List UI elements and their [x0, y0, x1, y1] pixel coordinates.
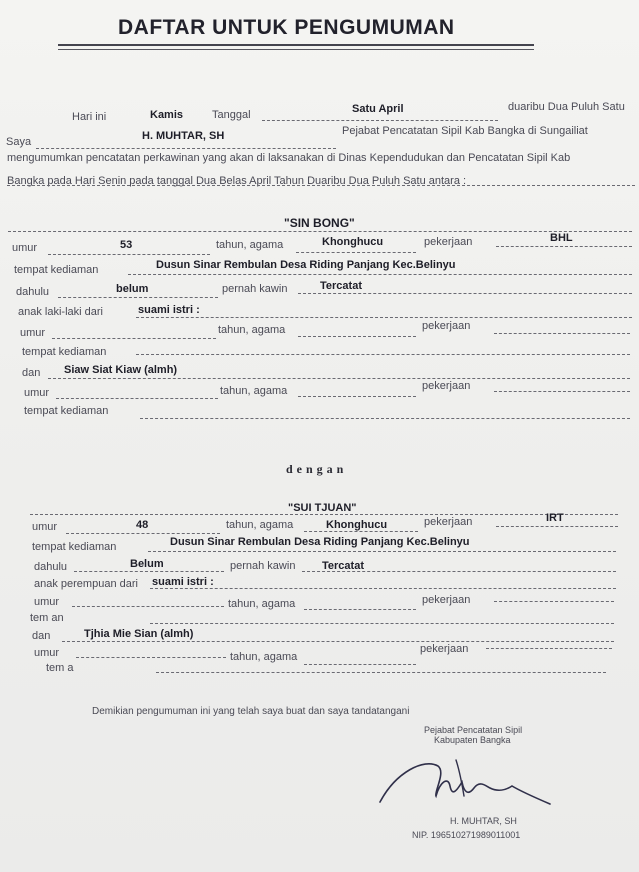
bride-dahulu-label: dahulu — [34, 561, 68, 573]
signer-jabatan-2: Kabupaten Bangka — [434, 735, 511, 745]
bride-pekerjaan-line — [496, 526, 618, 527]
groom-ayah-agama-line — [298, 336, 416, 337]
bride-dahulu-line — [74, 571, 224, 572]
bride-ayah-tempat-line — [150, 623, 614, 624]
groom-anak-line — [136, 317, 632, 318]
bride-tempat-line — [148, 551, 616, 552]
groom-anak-label: anak laki-laki dari — [18, 306, 103, 318]
bride-ayah-agama-line — [304, 609, 416, 610]
tanggal-value: Satu April — [352, 103, 404, 115]
groom-umur-line — [48, 254, 210, 255]
bride-tempat-label: tempat kediaman — [32, 541, 117, 553]
groom-ibu-pekerjaan-line — [494, 391, 630, 392]
bride-umur-line — [66, 533, 220, 534]
groom-dahulu-label: dahulu — [16, 286, 50, 298]
groom-name: "SIN BONG" — [284, 216, 355, 230]
groom-dahulu: belum — [116, 283, 149, 295]
groom-ayah-pekerjaan-line — [494, 333, 630, 334]
intro-line-2-underline — [7, 185, 635, 186]
bride-ibu-line — [62, 641, 614, 642]
groom-ayah-tempat-label: tempat kediaman — [22, 346, 107, 358]
bride-ibu-tempat-label: tem a — [46, 662, 74, 674]
bride-ibu-umur-line — [76, 657, 226, 658]
groom-ayah-umur-line — [52, 338, 216, 339]
bride-ibu-agama-line — [304, 664, 416, 665]
groom-agama-line — [296, 252, 416, 253]
dengan-separator: dengan — [286, 462, 348, 476]
groom-tempat: Dusun Sinar Rembulan Desa Riding Panjang Kec.Belinyu — [156, 259, 456, 271]
groom-pekerjaan: BHL — [550, 232, 573, 244]
bride-dan-label: dan — [32, 630, 51, 642]
bride-ibu-umur-label: umur — [34, 647, 60, 659]
bride-tahun-agama-label: tahun, agama — [226, 519, 294, 531]
title-underline — [58, 44, 534, 46]
groom-anak-dari: suami istri : — [138, 304, 200, 316]
bride-ayah-pekerjaan-label: pekerjaan — [422, 594, 471, 606]
signer-name: H. MUHTAR, SH — [450, 816, 517, 826]
groom-agama: Khonghucu — [322, 236, 384, 248]
bride-umur: 48 — [136, 519, 149, 531]
pejabat-jabatan: Pejabat Pencatatan Sipil Kab Bangka di Sungailiat — [342, 125, 588, 137]
closing-text: Demikian pengumuman ini yang telah saya buat dan saya tandatangani — [92, 706, 410, 717]
groom-ibu-tahun-agama-label: tahun, agama — [220, 385, 288, 397]
bride-anak-line — [150, 588, 616, 589]
tanggal-line — [262, 120, 498, 121]
bride-dahulu: Belum — [130, 558, 164, 570]
groom-ibu-tempat-label: tempat kediaman — [24, 405, 109, 417]
bride-umur-label: umur — [32, 521, 58, 533]
bride-ayah-umur-label: umur — [34, 596, 60, 608]
groom-ayah-umur-label: umur — [20, 327, 46, 339]
groom-ibu-agama-line — [298, 396, 416, 397]
groom-dan-label: dan — [22, 367, 41, 379]
groom-umur: 53 — [120, 239, 133, 251]
hari-label: Hari ini — [72, 111, 107, 123]
bride-ibu-tempat-line — [156, 672, 606, 673]
groom-ibu-umur-line — [56, 398, 218, 399]
groom-pernah-kawin-label: pernah kawin — [222, 283, 288, 295]
bride-ayah-pekerjaan-line — [494, 601, 614, 602]
groom-status-line — [298, 293, 632, 294]
bride-ibu-pekerjaan-label: pekerjaan — [420, 643, 469, 655]
document-title: DAFTAR UNTUK PENGUMUMAN — [118, 16, 455, 39]
hari-value: Kamis — [150, 109, 184, 121]
groom-pekerjaan-label: pekerjaan — [424, 236, 473, 248]
pejabat-name: H. MUHTAR, SH — [142, 130, 225, 142]
bride-ibu-tahun-agama-label: tahun, agama — [230, 651, 298, 663]
bride-anak-label: anak perempuan dari — [34, 578, 138, 590]
groom-ibu-line — [48, 378, 630, 379]
bride-ayah-umur-line — [72, 606, 224, 607]
title-underline-thin — [58, 49, 534, 50]
bride-pekerjaan-label: pekerjaan — [424, 516, 473, 528]
groom-pekerjaan-line — [496, 246, 632, 247]
bride-status: Tercatat — [322, 560, 364, 572]
bride-agama-line — [304, 531, 418, 532]
groom-ibu-tempat-line — [140, 418, 630, 419]
bride-ayah-tempat-label: tem an — [30, 612, 64, 624]
tanggal-label: Tanggal — [212, 109, 251, 121]
groom-ibu: Siaw Siat Kiaw (almh) — [64, 364, 178, 376]
bride-name-line — [30, 514, 618, 515]
groom-status: Tercatat — [320, 280, 362, 292]
groom-ibu-pekerjaan-label: pekerjaan — [422, 380, 471, 392]
intro-line-1: mengumumkan pencatatan perkawinan yang akan di laksanakan di Dinas Kependudukan dan Pencatatan Sipil Kab — [7, 152, 571, 164]
groom-tempat-line — [128, 274, 632, 275]
bride-tempat: Dusun Sinar Rembulan Desa Riding Panjang Kec.Belinyu — [170, 536, 470, 548]
groom-ayah-pekerjaan-label: pekerjaan — [422, 320, 471, 332]
bride-name: "SUI TJUAN" — [288, 502, 357, 514]
groom-tempat-label: tempat kediaman — [14, 264, 99, 276]
intro-line-2: Bangka pada Hari Senin pada tanggal Dua Belas April Tahun Duaribu Dua Puluh Satu antara : — [7, 175, 467, 187]
bride-pernah-kawin-label: pernah kawin — [230, 560, 296, 572]
signer-jabatan-1: Pejabat Pencatatan Sipil — [424, 725, 523, 735]
groom-ibu-umur-label: umur — [24, 387, 50, 399]
bride-agama: Khonghucu — [326, 519, 388, 531]
groom-tahun-agama-label: tahun, agama — [216, 239, 284, 251]
saya-label: Saya — [6, 136, 32, 148]
signature-image — [376, 752, 556, 812]
bride-anak-dari: suami istri : — [152, 576, 214, 588]
bride-pekerjaan: IRT — [546, 512, 564, 524]
signer-nip: NIP. 196510271989011001 — [412, 830, 521, 840]
bride-ayah-tahun-agama-label: tahun, agama — [228, 598, 296, 610]
groom-name-line — [8, 231, 632, 232]
groom-dahulu-line — [58, 297, 218, 298]
bride-ibu: Tjhia Mie Sian (almh) — [84, 628, 194, 640]
groom-ayah-tahun-agama-label: tahun, agama — [218, 324, 286, 336]
groom-umur-label: umur — [12, 242, 38, 254]
tahun-value: duaribu Dua Puluh Satu — [508, 101, 625, 113]
groom-ayah-tempat-line — [136, 354, 630, 355]
nama-line — [36, 148, 336, 149]
bride-ibu-pekerjaan-line — [486, 648, 612, 649]
